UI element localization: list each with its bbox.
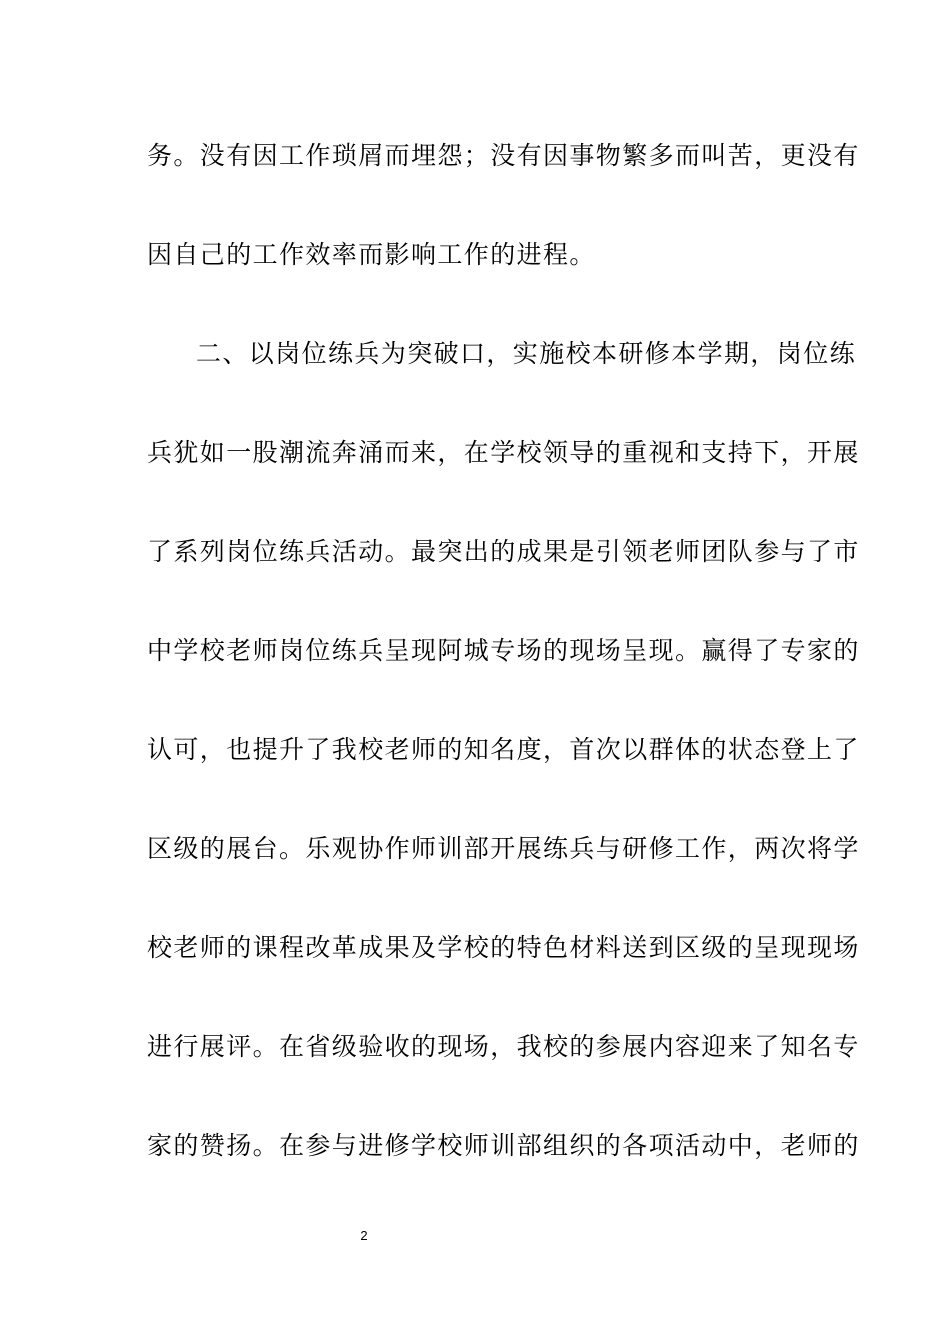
text-line-9: 校老师的课程改革成果及学校的特色材料送到区级的呈现现场 — [147, 933, 860, 962]
text-line-4: 兵犹如一股潮流奔涌而来，在学校领导的重视和支持下，开展 — [147, 438, 860, 467]
text-line-2: 因自己的工作效率而影响工作的进程。 — [147, 240, 596, 269]
page-number: 2 — [360, 1228, 368, 1243]
text-line-8: 区级的展台。乐观协作师训部开展练兵与研修工作，两次将学 — [147, 834, 860, 863]
text-line-7: 认可，也提升了我校老师的知名度，首次以群体的状态登上了 — [147, 735, 860, 764]
text-line-10: 进行展评。在省级验收的现场，我校的参展内容迎来了知名专 — [147, 1032, 860, 1061]
text-line-5: 了系列岗位练兵活动。最突出的成果是引领老师团队参与了市 — [147, 537, 860, 566]
text-line-11: 家的赞扬。在参与进修学校师训部组织的各项活动中，老师的 — [147, 1131, 860, 1160]
text-line-1: 务。没有因工作琐屑而埋怨；没有因事物繁多而叫苦，更没有 — [147, 141, 860, 170]
text-line-3: 二、以岗位练兵为突破口，实施校本研修本学期，岗位练 — [196, 339, 857, 368]
text-line-6: 中学校老师岗位练兵呈现阿城专场的现场呈现。赢得了专家的 — [147, 636, 860, 665]
